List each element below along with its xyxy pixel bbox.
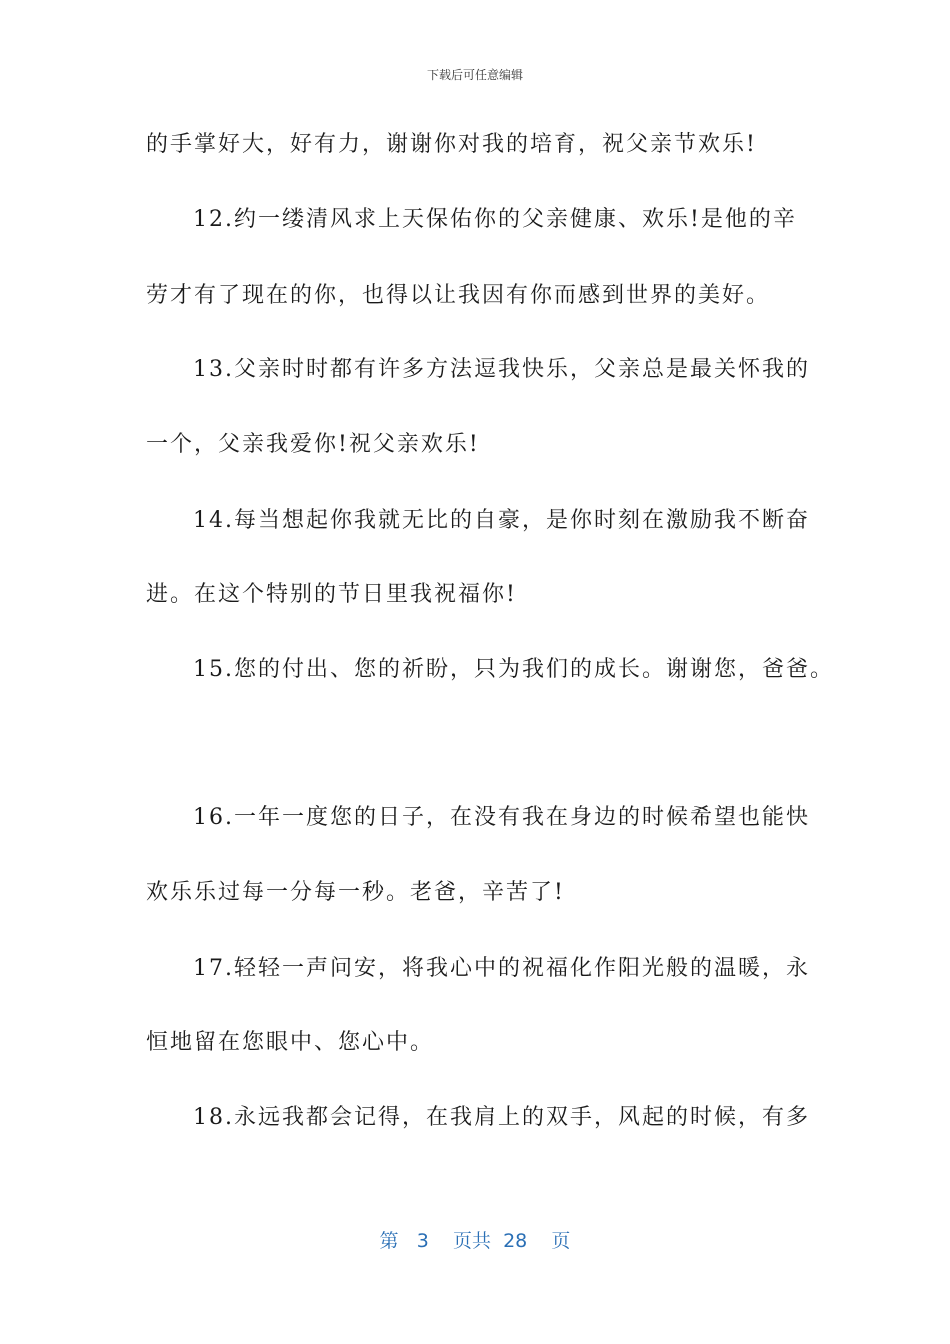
text-line: 恒地留在您眼中、您心中。 xyxy=(146,1030,435,1055)
text-line: 16.一年一度您的日子，在没有我在身边的时候希望也能快 xyxy=(193,805,810,830)
footer-middle: 页共 xyxy=(452,1230,491,1252)
text-line: 17.轻轻一声问安，将我心中的祝福化作阳光般的温暖，永 xyxy=(193,956,810,981)
text-line: 13.父亲时时都有许多方法逗我快乐，父亲总是最关怀我的 xyxy=(193,357,810,382)
text-line: 18.永远我都会记得，在我肩上的双手，风起的时候，有多 xyxy=(193,1105,810,1130)
footer-suffix: 页 xyxy=(551,1230,571,1252)
current-page-number: 3 xyxy=(416,1230,429,1252)
page-footer xyxy=(0,1226,950,1253)
total-pages-number: 28 xyxy=(503,1230,528,1252)
text-line: 进。在这个特别的节日里我祝福你! xyxy=(146,582,517,607)
text-line: 一个，父亲我爱你!祝父亲欢乐! xyxy=(146,432,480,457)
text-line: 劳才有了现在的你，也得以让我因有你而感到世界的美好。 xyxy=(146,283,771,308)
footer-prefix: 第 xyxy=(379,1230,399,1252)
text-line: 12.约一缕清风求上天保佑你的父亲健康、欢乐!是他的辛 xyxy=(193,207,797,232)
text-line: 14.每当想起你我就无比的自豪，是你时刻在激励我不断奋 xyxy=(193,508,810,533)
text-line: 的手掌好大，好有力，谢谢你对我的培育，祝父亲节欢乐! xyxy=(146,132,757,157)
text-line: 欢乐乐过每一分每一秒。老爸，辛苦了! xyxy=(146,880,565,905)
header-note: 下载后可任意编辑 xyxy=(426,68,523,82)
text-line: 15.您的付出、您的祈盼，只为我们的成长。谢谢您，爸爸。 xyxy=(193,657,834,682)
